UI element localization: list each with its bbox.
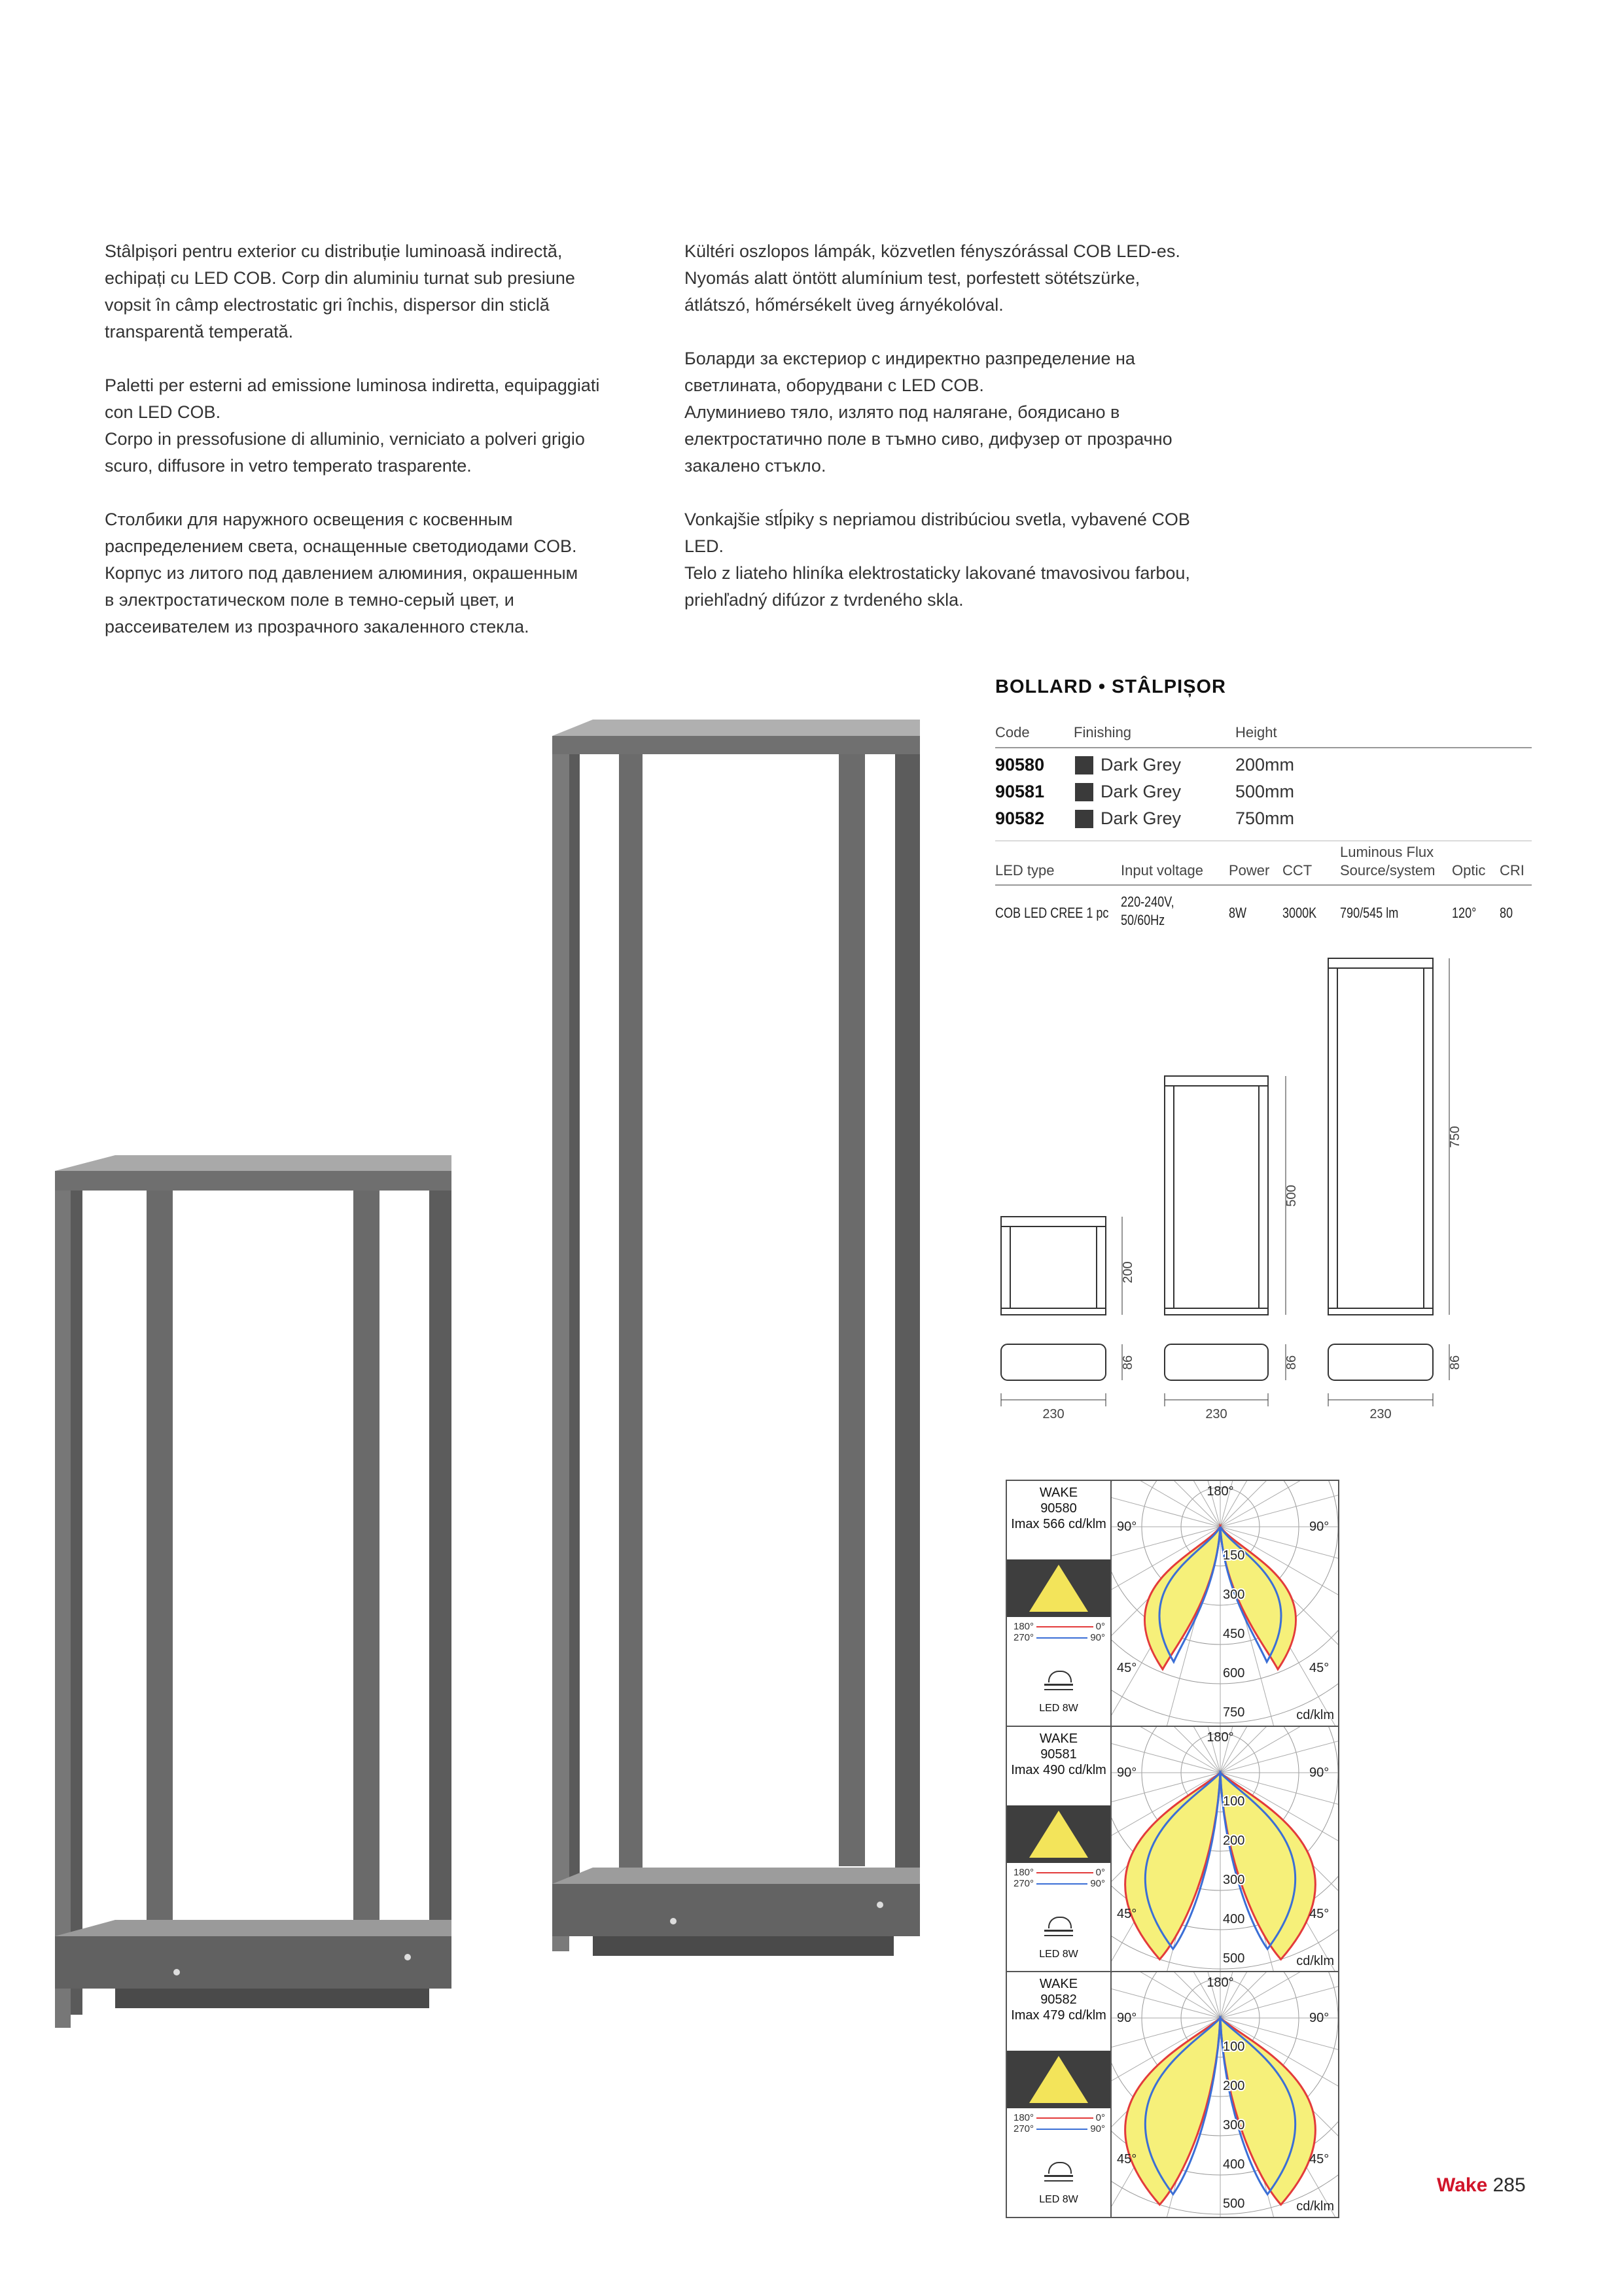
- description-line: светлината, оборудвани с LED COB.: [684, 375, 984, 395]
- legend-label: 0°: [1095, 1621, 1105, 1632]
- description-line: con LED COB.: [105, 402, 221, 422]
- polar-scale-label: 100: [1223, 2040, 1245, 2054]
- product-code: 90581: [995, 782, 1045, 801]
- product-height: 200mm: [1235, 755, 1295, 774]
- spec-power: [1229, 905, 1250, 922]
- spec-led-type-text: COB LED CREE 1 pc: [995, 905, 1109, 921]
- polar-angle-label: 180°: [1207, 1730, 1234, 1745]
- dim-depth-2: 86: [1284, 1355, 1299, 1370]
- legend-label: 90°: [1090, 1632, 1105, 1643]
- legend-label: 90°: [1090, 2123, 1105, 2134]
- polar-angle-label: 180°: [1207, 1975, 1234, 1990]
- product-height: 750mm: [1235, 809, 1295, 828]
- led-icon-base: [1044, 1930, 1073, 1932]
- description-column-left: [105, 238, 667, 667]
- description-line: átlátszó, hőmérsékelt üveg árnyékolóval.: [684, 295, 1004, 315]
- spec-header-voltage: Input voltage: [1121, 862, 1203, 878]
- legend-line-c0: [1036, 1872, 1093, 1873]
- finish-swatch: [1075, 756, 1093, 774]
- header-height: Height: [1235, 724, 1277, 740]
- product-height: 500mm: [1235, 782, 1295, 801]
- polar-unit-label: cd/klm: [1296, 1954, 1334, 1968]
- photometry-name: WAKE: [1039, 1977, 1078, 1991]
- spec-voltage-1: [1121, 894, 1186, 911]
- polar-scale-label: 150: [1223, 1548, 1245, 1563]
- polar-angle-label: 90°: [1309, 1765, 1330, 1780]
- led-icon: [1048, 1671, 1072, 1682]
- polar-chart-svg: [1112, 1727, 1338, 1972]
- product-code: 90580: [995, 755, 1045, 774]
- legend-label: 180°: [1014, 2112, 1034, 2123]
- description-paragraph: [684, 506, 1260, 614]
- polar-unit-label: cd/klm: [1296, 1708, 1334, 1722]
- description-line: Алуминиево тяло, излято под налягане, боядисано в: [684, 402, 1120, 422]
- photometry-imax: Imax 479 cd/klm: [1011, 2008, 1106, 2023]
- spec-header-flux-1: Luminous Flux: [1340, 844, 1434, 860]
- led-icon-base-2: [1044, 1689, 1073, 1690]
- photometry-code: 90582: [1040, 1992, 1077, 2007]
- legend-line-c0: [1036, 2117, 1093, 2119]
- legend-line-c90: [1036, 1637, 1087, 1639]
- specs-rule: [995, 884, 1532, 886]
- description-column-right: [684, 238, 1260, 640]
- polar-scale-label: 400: [1223, 1912, 1245, 1926]
- legend-label: 270°: [1014, 2123, 1034, 2134]
- description-line: распределением света, оснащенные светодиодами COB.: [105, 536, 577, 556]
- polar-scale-label: 500: [1223, 1951, 1245, 1966]
- beam-cone-icon: [1007, 1559, 1110, 1617]
- finish-swatch: [1075, 810, 1093, 828]
- description-line: Paletti per esterni ad emissione luminosa indiretta, equipaggiati: [105, 375, 600, 395]
- description-line: vopsit în câmp electrostatic gri închis, dispersor din sticlă: [105, 295, 550, 315]
- polar-chart: [1110, 1726, 1339, 1973]
- description-line: priehľadný difúzor z tvrdeného skla.: [684, 590, 964, 610]
- spec-cri: [1500, 905, 1515, 922]
- description-line: електростатично поле в тъмно сиво, дифузер от прозрачно: [684, 429, 1172, 449]
- bollard-750-image: [552, 720, 920, 1956]
- spec-voltage-text-1: 220-240V,: [1121, 894, 1174, 910]
- description-line: Корпус из литого под давлением алюминия, окрашенным: [105, 563, 578, 583]
- led-icon-base-2: [1044, 1935, 1073, 1936]
- polar-angle-label: 45°: [1309, 1907, 1330, 1921]
- polar-curve-c0: [1144, 1527, 1220, 1669]
- legend-label: 90°: [1090, 1878, 1105, 1889]
- polar-scale-label: 300: [1223, 1873, 1245, 1887]
- polar-scale-label: 600: [1223, 1666, 1245, 1680]
- polar-angle-label: 45°: [1309, 2152, 1330, 2166]
- spec-header-optic: Optic: [1452, 862, 1486, 878]
- curve-legend: [1014, 2112, 1105, 2134]
- led-icon: [1048, 2162, 1072, 2174]
- photometry-imax: Imax 566 cd/klm: [1011, 1517, 1106, 1531]
- polar-angle-label: 180°: [1207, 1484, 1234, 1499]
- product-finishing: Dark Grey: [1101, 809, 1182, 828]
- legend-label: 270°: [1014, 1878, 1034, 1889]
- photometry-code: 90581: [1040, 1747, 1077, 1762]
- spec-header-power: Power: [1229, 862, 1270, 878]
- spec-power-text: 8W: [1229, 905, 1247, 921]
- description-paragraph: [105, 506, 667, 640]
- polar-grid-ring: [1112, 1481, 1338, 1723]
- spec-header-led: LED type: [995, 862, 1055, 878]
- polar-scale-label: 750: [1223, 1705, 1245, 1720]
- spec-voltage-2: [1121, 912, 1174, 929]
- dim-depth-3: 86: [1448, 1355, 1462, 1370]
- description-paragraph: [105, 372, 667, 479]
- polar-angle-label: 90°: [1117, 2011, 1137, 2025]
- description-line: transparentă temperată.: [105, 322, 294, 341]
- spec-header-flux-2: Source/system: [1340, 862, 1436, 878]
- legend-label: 180°: [1014, 1867, 1034, 1878]
- legend-label: 270°: [1014, 1632, 1034, 1643]
- polar-scale-label: 100: [1223, 1794, 1245, 1809]
- dim-height-500: 500: [1284, 1185, 1299, 1207]
- dimension-drawings: [981, 942, 1505, 1439]
- page-footer: [1437, 2174, 1526, 2197]
- photometry-code: 90580: [1040, 1501, 1077, 1516]
- led-icon-base-2: [1044, 2180, 1073, 2182]
- description-line: Kültéri oszlopos lámpák, közvetlen fényszórással COB LED-es.: [684, 241, 1180, 261]
- description-line: Nyomás alatt öntött alumínium test, porfestett sötétszürke,: [684, 268, 1140, 288]
- curve-legend: [1014, 1867, 1105, 1889]
- polar-angle-label: 45°: [1117, 1661, 1137, 1675]
- description-line: закалено стъкло.: [684, 456, 826, 476]
- product-photo: [39, 713, 955, 2041]
- beam-cone-icon: [1007, 1805, 1110, 1863]
- description-line: Боларди за екстериор с индиректно разпределение на: [684, 349, 1135, 368]
- photometry-name: WAKE: [1039, 1731, 1078, 1746]
- header-rule: [995, 747, 1532, 748]
- legend-label: 0°: [1095, 2112, 1105, 2123]
- led-label: LED 8W: [1039, 1703, 1078, 1714]
- dim-height-200: 200: [1121, 1261, 1135, 1283]
- polar-chart-svg: [1112, 1972, 1338, 2217]
- polar-unit-label: cd/klm: [1296, 2199, 1334, 2214]
- legend-line-c0: [1036, 1626, 1093, 1627]
- polar-scale-label: 300: [1223, 2118, 1245, 2132]
- description-line: Столбики для наружного освещения с косвенным: [105, 510, 513, 529]
- beam-cone-icon: [1007, 2051, 1110, 2108]
- dim-width-1: 230: [1042, 1407, 1065, 1421]
- polar-chart-svg: [1112, 1481, 1338, 1726]
- led-label: LED 8W: [1039, 2194, 1078, 2205]
- photometry-info-panel: [1006, 1480, 1112, 1727]
- spec-flux-text: 790/545 lm: [1340, 905, 1399, 921]
- description-line: Stâlpișori pentru exterior cu distribuție luminoasă indirectă,: [105, 241, 563, 261]
- polar-angle-label: 90°: [1309, 1520, 1330, 1534]
- product-title: BOLLARD • STÂLPIȘOR: [995, 676, 1226, 697]
- legend-line-c90: [1036, 2129, 1087, 2130]
- product-finishing: Dark Grey: [1101, 755, 1182, 774]
- legend-label: 180°: [1014, 1621, 1034, 1632]
- photometry-info-panel: [1006, 1971, 1112, 2218]
- polar-scale-label: 200: [1223, 2079, 1245, 2093]
- led-icon-base: [1044, 2175, 1073, 2177]
- spec-header-cct: CCT: [1282, 862, 1313, 878]
- polar-scale-label: 400: [1223, 2157, 1245, 2172]
- dim-height-750: 750: [1448, 1126, 1462, 1148]
- polar-angle-label: 90°: [1117, 1765, 1137, 1780]
- polar-angle-label: 45°: [1309, 1661, 1330, 1675]
- description-paragraph: [684, 238, 1260, 319]
- spec-optic: [1452, 905, 1482, 922]
- photometry-imax: Imax 490 cd/klm: [1011, 1763, 1106, 1777]
- legend-line-c90: [1036, 1883, 1087, 1885]
- description-line: в электростатическом поле в темно-серый цвет, и: [105, 590, 514, 610]
- spec-optic-text: 120°: [1452, 905, 1477, 921]
- spec-cct-text: 3000K: [1282, 905, 1317, 921]
- led-icon-base: [1044, 1684, 1073, 1686]
- polar-scale-label: 300: [1223, 1588, 1245, 1602]
- description-line: echipați cu LED COB. Corp din aluminiu turnat sub presiune: [105, 268, 575, 288]
- spec-voltage-text-2: 50/60Hz: [1121, 912, 1165, 928]
- bollard-500-image: [55, 1155, 451, 2028]
- polar-chart: [1110, 1480, 1339, 1727]
- description-line: Vonkajšie stĺpiky s nepriamou distribúciou svetla, vybavené COB: [684, 510, 1190, 529]
- description-line: рассеивателем из прозрачного закаленного стекла.: [105, 617, 529, 636]
- legend-label: 0°: [1095, 1867, 1105, 1878]
- polar-angle-label: 90°: [1309, 2011, 1330, 2025]
- spec-header-cri: CRI: [1500, 862, 1525, 878]
- product-code: 90582: [995, 809, 1045, 828]
- product-finishing: Dark Grey: [1101, 782, 1182, 801]
- led-label: LED 8W: [1039, 1949, 1078, 1960]
- polar-scale-label: 500: [1223, 2197, 1245, 2211]
- description-paragraph: [684, 345, 1260, 479]
- description-line: Corpo in pressofusione di alluminio, verniciato a polveri grigio: [105, 429, 585, 449]
- footer-page-number: 285: [1492, 2174, 1526, 2196]
- spec-cri-text: 80: [1500, 905, 1513, 921]
- footer-brand: Wake: [1437, 2174, 1488, 2196]
- description-paragraph: [105, 238, 667, 345]
- description-line: Telo z liateho hliníka elektrostaticky lakované tmavosivou farbou,: [684, 563, 1190, 583]
- polar-angle-label: 45°: [1117, 2152, 1137, 2166]
- polar-angle-label: 90°: [1117, 1520, 1137, 1534]
- header-code: Code: [995, 724, 1030, 740]
- description-line: LED.: [684, 536, 724, 556]
- spec-led-type: [995, 905, 1134, 922]
- spec-cct: [1282, 905, 1324, 922]
- polar-chart: [1110, 1971, 1339, 2218]
- polar-scale-label: 200: [1223, 1834, 1245, 1848]
- header-finishing: Finishing: [1074, 724, 1132, 740]
- dim-width-3: 230: [1369, 1407, 1392, 1421]
- finish-swatch: [1075, 783, 1093, 801]
- led-icon: [1048, 1917, 1072, 1928]
- spec-flux: [1340, 905, 1411, 922]
- description-line: scuro, diffusore in vetro temperato trasparente.: [105, 456, 472, 476]
- polar-angle-label: 45°: [1117, 1907, 1137, 1921]
- photometry-info-panel: [1006, 1726, 1112, 1973]
- dim-depth-1: 86: [1121, 1355, 1135, 1370]
- dim-width-2: 230: [1205, 1407, 1227, 1421]
- polar-scale-label: 450: [1223, 1627, 1245, 1641]
- curve-legend: [1014, 1621, 1105, 1643]
- polar-grid-ring: [1112, 1481, 1338, 1684]
- photometry-name: WAKE: [1039, 1486, 1078, 1500]
